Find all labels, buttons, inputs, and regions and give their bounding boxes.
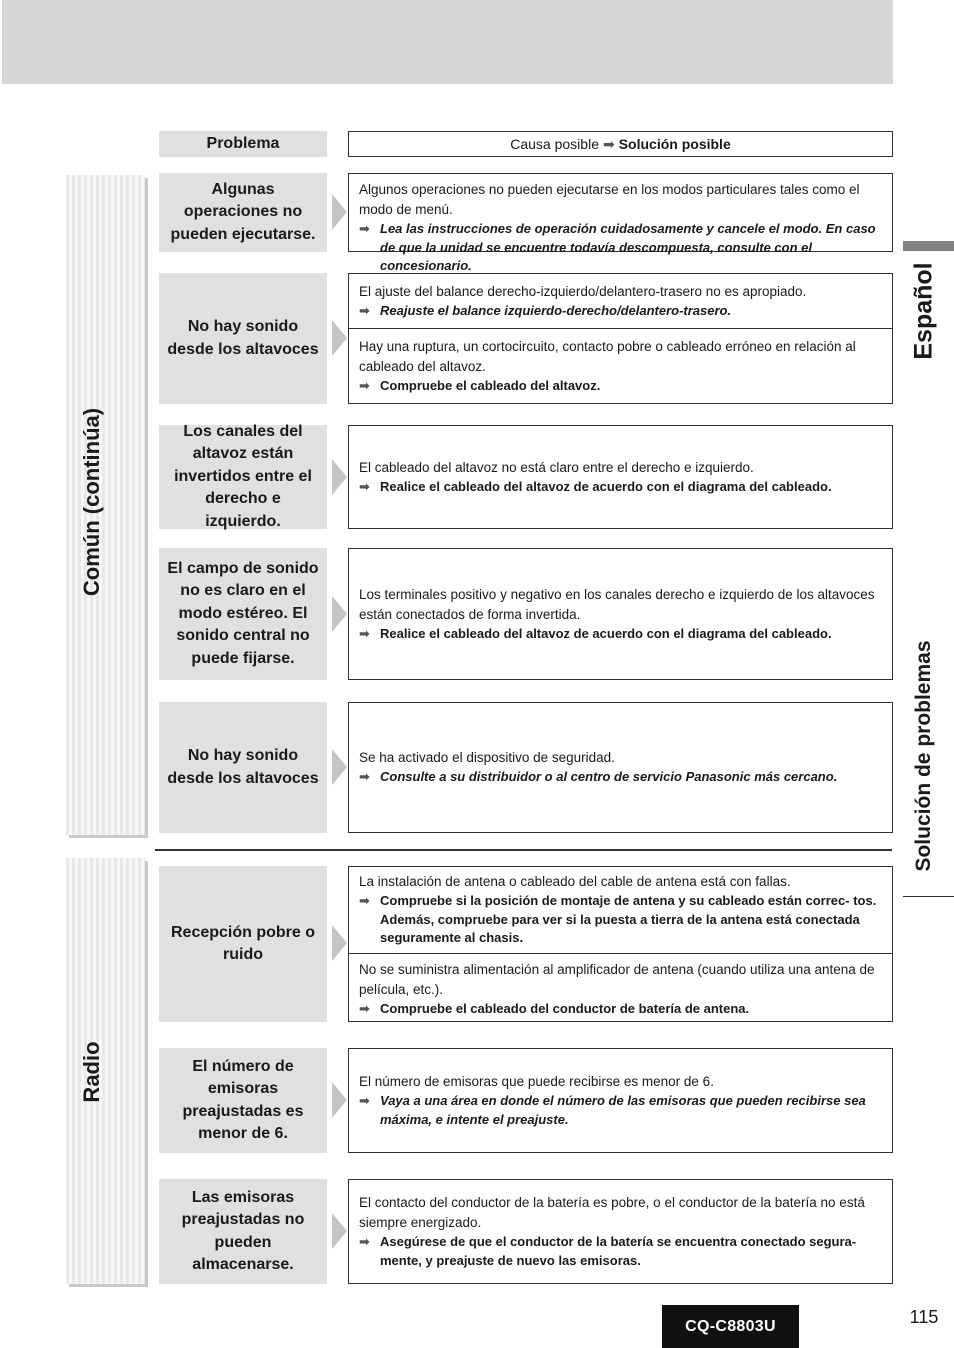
solution-text: Asegúrese de que el conductor de la batería se encuentra conectado segura- mente, y preajuste de nuevo las emisoras. (380, 1234, 857, 1268)
cause-box (348, 702, 893, 833)
sidebar-rule (903, 896, 954, 897)
cause-text: Se ha activado el dispositivo de seguridad. (359, 750, 615, 766)
cause-text: Algunos operaciones no pueden ejecutarse en los modos particulares tales como el modo de menú. (359, 182, 860, 217)
cause-cell (349, 549, 892, 679)
arrow-right-icon: ➡ (359, 377, 370, 393)
section-bar-comun (66, 175, 145, 835)
cause-box (348, 425, 893, 529)
row-arrow-icon (332, 596, 347, 632)
cause-text: Hay una ruptura, un cortocircuito, contacto pobre o cableado erróneo en relación al cableado del altavoz. (359, 338, 856, 374)
header-problem-label: Problema (206, 135, 280, 152)
problem-text: Algunas operaciones no pueden ejecutarse. (170, 180, 316, 243)
cause-text: El contacto del conductor de la batería es pobre, o el conductor de la batería no está siempre energizado. (359, 1195, 865, 1230)
cause-cell (349, 953, 892, 1025)
arrow-right-icon: ➡ (359, 1001, 370, 1016)
solution-line (359, 302, 882, 321)
sidebar-language: Español (909, 262, 938, 360)
row-arrow-icon (332, 320, 347, 356)
solution-text: Vaya a una área en donde el número de las emisoras que pueden recibirse sea máxima, e intente el preajuste. (380, 1093, 866, 1127)
arrow-right-icon: ➡ (359, 478, 370, 494)
row-arrow-icon (332, 1082, 347, 1118)
arrow-right-icon: ➡ (359, 1234, 370, 1249)
section-label-radio: Radio (79, 1041, 104, 1103)
cause-cell (349, 867, 892, 953)
sidebar-chapter: Solución de problemas (912, 640, 935, 872)
section-label-comun: Común (continúa) (79, 407, 104, 597)
cause-cell (349, 703, 892, 832)
header-cause-label: Causa posible (510, 136, 599, 152)
problem-text: Los canales del altavoz están invertidos entre el derecho e izquierdo. (174, 422, 312, 530)
cause-cell (349, 174, 892, 282)
problem-text: Las emisoras preajustadas no pueden almacenarse. (181, 1188, 305, 1273)
cause-box (348, 1048, 893, 1153)
solution-line (359, 478, 882, 497)
solution-line (359, 892, 882, 948)
cause-box (348, 273, 893, 404)
problem-box (159, 1048, 327, 1153)
top-banner (2, 0, 893, 84)
cause-text: El cableado del altavoz no está claro entre el derecho e izquierdo. (359, 459, 754, 475)
solution-line (359, 1233, 882, 1270)
cause-text: El número de emisoras que puede recibirse es menor de 6. (359, 1074, 714, 1089)
solution-line (359, 220, 882, 276)
problem-box (159, 548, 327, 680)
problem-box (159, 702, 327, 833)
arrow-right-icon: ➡ (359, 302, 370, 318)
problem-box (159, 1179, 327, 1284)
solution-line (359, 377, 882, 396)
section-bar-radio (66, 858, 145, 1284)
solution-text: Realice el cableado del altavoz de acuerdo con el diagrama del cableado. (380, 478, 832, 494)
row-arrow-icon (332, 749, 347, 785)
solution-line (359, 625, 882, 644)
problem-text: El campo de sonido no es claro en el modo estéreo. El sonido central no puede fijarse. (167, 559, 319, 667)
arrow-right-icon: ➡ (359, 625, 370, 641)
solution-text: Compruebe el cableado del altavoz. (380, 377, 601, 393)
solution-text: Lea las instrucciones de operación cuidadosamente y cancele el modo. En caso de que la unidad se encuentre todavía descompuesta, consulte con el concesionario. (380, 221, 876, 273)
model-badge (662, 1305, 799, 1348)
header-problem (159, 131, 327, 157)
arrow-right-icon: ➡ (602, 135, 615, 152)
row-arrow-icon (332, 459, 347, 495)
row-arrow-icon (332, 1213, 347, 1249)
cause-text: No se suministra alimentación al amplificador de antena (cuando utiliza una antena de película, etc.). (359, 962, 875, 997)
cause-box (348, 548, 893, 680)
solution-text: Realice el cableado del altavoz de acuerdo con el diagrama del cableado. (380, 625, 832, 641)
language-tab-marker (903, 241, 954, 251)
problem-box (159, 866, 327, 1022)
problem-text: El número de emisoras preajustadas es menor de 6. (182, 1057, 304, 1142)
solution-text: Compruebe el cableado del conductor de batería de antena. (380, 1001, 750, 1016)
header-solution-label: Solución posible (618, 136, 731, 152)
solution-line (359, 1000, 882, 1019)
problem-box (159, 273, 327, 404)
solution-text: Reajuste el balance izquierdo-derecho/delantero-trasero. (380, 302, 732, 318)
solution-line (359, 768, 882, 787)
cause-cell (349, 328, 892, 403)
arrow-right-icon: ➡ (359, 1093, 370, 1108)
solution-text: Compruebe si la posición de montaje de antena y su cableado están correc- tos. Además, compruebe para ver si la puesta a tierra de la antena está conectada seguramente al chasis. (380, 893, 877, 946)
solution-line (359, 1092, 882, 1129)
cause-cell (349, 1049, 892, 1152)
problem-box (159, 173, 327, 252)
problem-text: No hay sonido desde los altavoces (167, 747, 319, 787)
cause-box (348, 866, 893, 1022)
model-name: CQ-C8803U (685, 1317, 776, 1335)
cause-cell (349, 274, 892, 328)
problem-text: No hay sonido desde los altavoces (167, 318, 319, 358)
problem-text: Recepción pobre o ruido (170, 923, 316, 963)
cause-cell (349, 426, 892, 528)
header-cause-solution (348, 131, 893, 157)
cause-text: El ajuste del balance derecho-izquierdo/delantero-trasero no es apropiado. (359, 283, 807, 299)
section-divider (155, 849, 892, 851)
arrow-right-icon: ➡ (359, 769, 370, 785)
solution-text: Consulte a su distribuidor o al centro de servicio Panasonic más cercano. (380, 769, 838, 785)
row-arrow-icon (332, 925, 347, 961)
cause-cell (349, 1180, 892, 1283)
problem-box (159, 422, 327, 530)
cause-box (348, 1179, 893, 1284)
cause-text: Los terminales positivo y negativo en los canales derecho e izquierdo de los altavoces están conectados de forma invertida. (359, 586, 875, 622)
arrow-right-icon: ➡ (359, 221, 370, 236)
page-number: 115 (909, 1307, 939, 1327)
cause-box (348, 173, 893, 273)
arrow-right-icon: ➡ (359, 893, 370, 909)
cause-text: La instalación de antena o cableado del cable de antena está con fallas. (359, 874, 791, 890)
row-arrow-icon (332, 194, 347, 230)
